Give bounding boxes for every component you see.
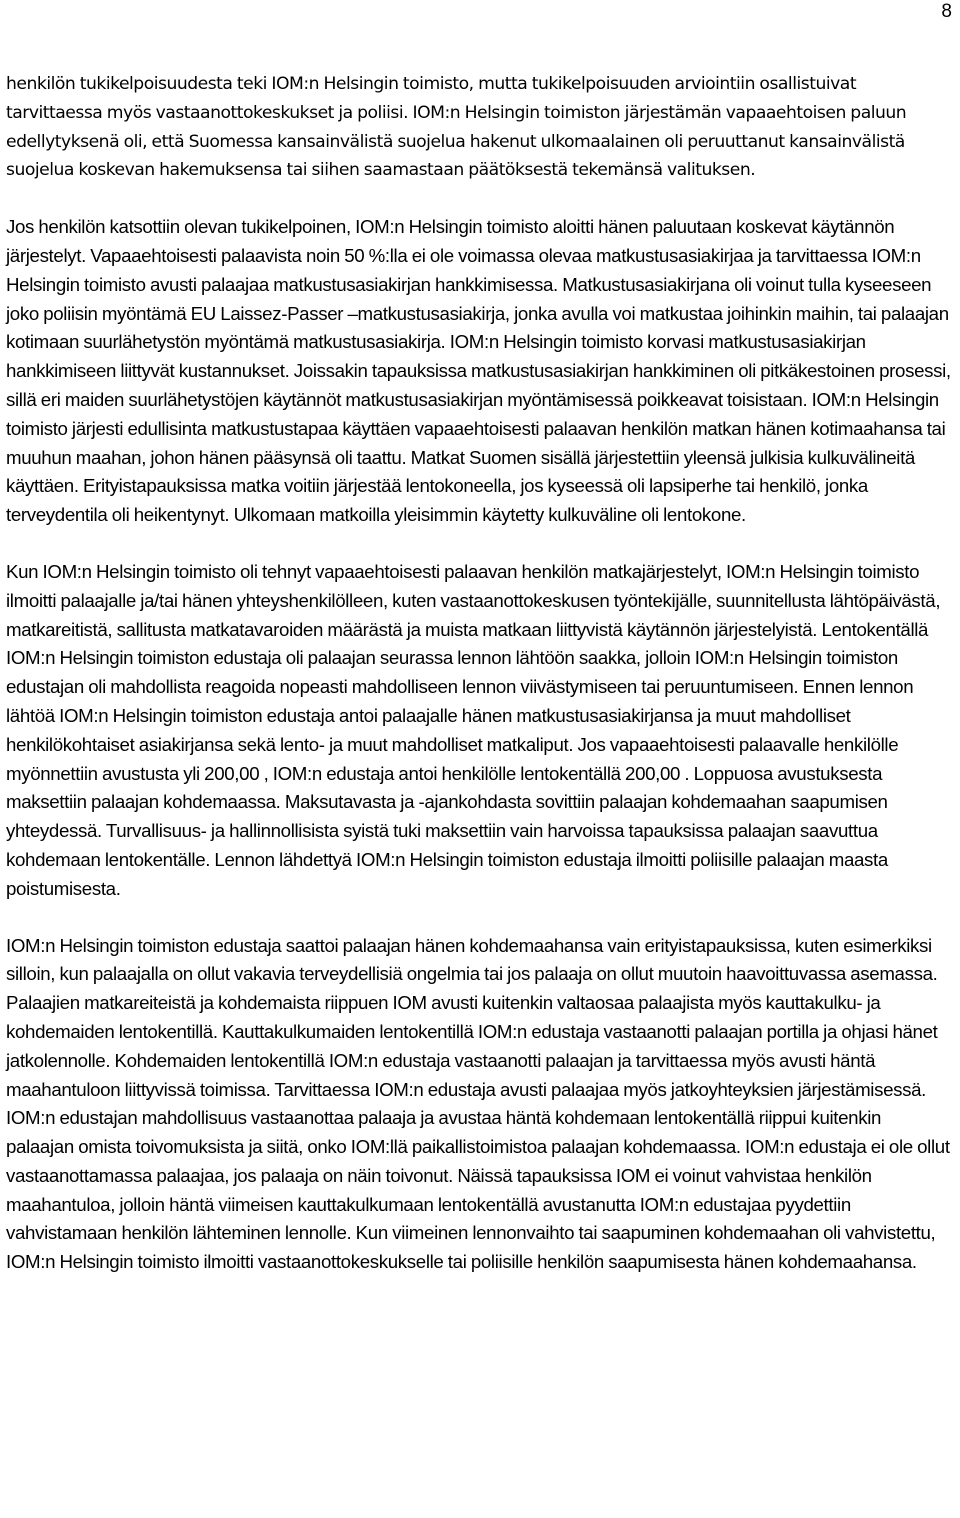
paragraph-spacer bbox=[6, 904, 951, 932]
paragraph-travel-arrangements: Kun IOM:n Helsingin toimisto oli tehnyt vapaaehtoisesti palaavan henkilön matkajärjestelyt, IOM:n Helsingin toimisto ilmoitti palaajalle ja/tai hänen yhteyshenkilölleen, kuten vastaanottokeskusen työntekijälle, suunnitellusta lähtöpäivästä, matkareitistä, sallitusta matkatavaroiden määrästä ja muista matkaan liittyvistä käytännön järjestelyistä. Lentokentällä IOM:n Helsingin toimiston edustaja oli palaajan seurassa lennon lähtöön saakka, jolloin IOM:n Helsingin toimiston edustajan oli mahdollista reagoida nopeasti mahdolliseen lennon viivästymiseen tai peruuntumiseen. Ennen lennon lähtöä IOM:n Helsingin toimiston edustaja antoi palaajalle hänen matkustusasiakirjansa ja muut mahdolliset henkilökohtaiset asiakirjansa sekä lento- ja muut mahdolliset matkaliput. Jos vapaaehtoisesti palaavalle henkilölle myönnettiin avustusta yli 200,00 , IOM:n edustaja antoi henkilölle lentokentällä 200,00 . Loppuosa avustuksesta maksettiin palaajan kohdemaassa. Maksutavasta ja -ajankohdasta sovittiin palaajan kohdemaahan saapumisen yhteydessä. Turvallisuus- ja hallinnollisista syistä tuki maksettiin vain harvoissa tapauksissa palaajan saavuttua kohdemaan lentokentälle. Lennon lähdettyä IOM:n Helsingin toimiston edustaja ilmoitti poliisille palaajan maasta poistumisesta. bbox=[6, 560, 941, 899]
page-number: 8 bbox=[941, 1, 952, 22]
paragraph-travel-documents: Jos henkilön katsottiin olevan tukikelpoinen, IOM:n Helsingin toimisto aloitti hänen paluutaan koskevat käytännön järjestelyt. Vapaaehtoisesti palaavista noin 50 %:lla ei ole voimassa olevaa matkustusasiakirjaa ja tarvittaessa IOM:n Helsingin toimisto avusti palaajaa matkustusasiakirjan hankkimisessa. Matkustusasiakirjana oli voinut tulla kyseeseen joko poliisin myöntämä EU Laissez-Passer –matkustusasiakirja, jonka avulla voi matkustaa joihinkin maihin, tai palaajan kotimaan suurlähetystön myöntämä matkustusasiakirja. IOM:n Helsingin toimisto korvasi matkustusasiakirjan hankkimiseen liittyvät kustannukset. Joissakin tapauksissa matkustusasiakirjan hankkiminen oli pitkäkestoinen prosessi, sillä eri maiden suurlähetystöjen käytännöt matkustusasiakirjan myöntämisessä poikkeavat toisistaan. IOM:n Helsingin toimisto järjesti edullisinta matkustustapaa käyttäen vapaaehtoisesti palaavan henkilön matkan hänen kotimaahansa tai muuhun maahan, johon hänen pääsynsä oli taattu. Matkat Suomen sisällä järjestettiin yleensä julkisia kulkuvälineitä käyttäen. Erityistapauksissa matka voitiin järjestää lentokoneella, jos kyseessä oli lapsiperhe tai henkilö, jonka terveydentila oli heikentynyt. Ulkomaan matkoilla yleisimmin käytetty kulkuväline oli lentokone. bbox=[6, 216, 951, 526]
paragraph-spacer bbox=[6, 530, 951, 558]
paragraph-eligibility: henkilön tukikelpoisuudesta teki IOM:n Helsingin toimisto, mutta tukikelpoisuuden arviointiin osallistuivat tarvittaessa myös vastaanottokeskukset ja poliisi. IOM:n Helsingin toimiston järjestämän vapaaehtoisen paluun edellytyksenä oli, että Suomessa kansainvälistä suojelua hakenut ulkomaalainen oli peruuttanut kansainvälistä suojelua koskevan hakemuksensa tai siihen saamastaan päätöksestä tekemänsä valituksen. bbox=[6, 74, 907, 181]
paragraph-spacer bbox=[6, 185, 951, 213]
document-body bbox=[6, 70, 951, 1277]
paragraph-escort-and-arrival: IOM:n Helsingin toimiston edustaja saattoi palaajan hänen kohdemaahansa vain erityistapauksissa, kuten esimerkiksi silloin, kun palaajalla on ollut vakavia terveydellisiä ongelmia tai jos palaaja on ollut muutoin haavoittuvassa asemassa. Palaajien matkareiteistä ja kohdemaista riippuen IOM avusti kuitenkin valtaosaa palaajista myös kauttakulku- ja kohdemaiden lentokentillä. Kauttakulkumaiden lentokentillä IOM:n edustaja vastaanotti palaajan portilla ja ohjasi hänet jatkolennolle. Kohdemaiden lentokentillä IOM:n edustaja vastaanotti palaajan ja tarvittaessa myös avusti häntä maahantuloon liittyvissä toimissa. Tarvittaessa IOM:n edustaja avusti palaajaa myös jatkoyhteyksien järjestämisessä. IOM:n edustajan mahdollisuus vastaanottaa palaaja ja avustaa häntä kohdemaan lentokentällä riippui kuitenkin palaajan omista toivomuksista ja siitä, onko IOM:llä paikallistoimistoa palaajan kohdemaassa. IOM:n edustaja ei ole ollut vastaanottamassa palaajaa, jos palaaja on näin toivonut. Näissä tapauksissa IOM ei voinut vahvistaa henkilön maahantuloa, jolloin häntä viimeisen kauttakulkumaan lentokentällä avustanutta IOM:n edustajaa pyydettiin vahvistamaan henkilön lähteminen lennolle. Kun viimeinen lennonvaihto tai saapuminen kohdemaahan oli vahvistettu, IOM:n Helsingin toimisto ilmoitti vastaanottokeskukselle tai poliisille henkilön saapumisesta hänen kohdemaahansa. bbox=[6, 934, 950, 1273]
